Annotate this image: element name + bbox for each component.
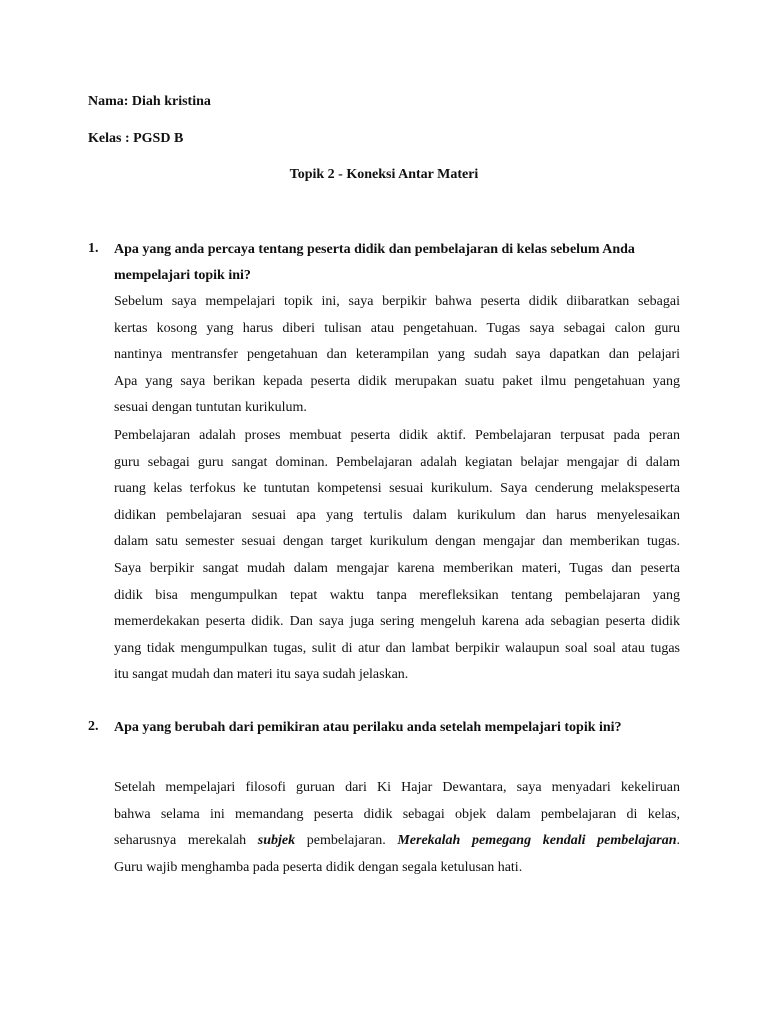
question-1-text bbox=[114, 237, 684, 289]
answer-1-p1-line: Sebelum saya mempelajari topik ini, saya berpikir bahwa peserta didik diibaratkan sebagai bbox=[114, 294, 680, 309]
answer-1-p2-line: Saya berpikir sangat mudah dalam mengajar karena memberikan materi, Tugas dan peserta bbox=[114, 560, 680, 576]
answer-2-line-3-post: . bbox=[676, 833, 680, 849]
answer-1-p1-line: nantinya mentransfer pengetahuan dan keterampilan yang sudah saya dapatkan dan pelajari bbox=[114, 347, 680, 363]
answer-1-p2-line: Pembelajaran adalah proses membuat peserta didik aktif. Pembelajaran terpusat pada peran bbox=[114, 428, 680, 443]
question-2-text bbox=[114, 715, 684, 741]
answer-2-paragraph bbox=[114, 775, 680, 881]
answer-1-p2-line: didikan pembelajaran sesuai apa yang tertulis dalam kurikulum dan harus menyelesaikan bbox=[114, 507, 680, 523]
emphasis-pemegang-kendali: Merekalah pemegang kendali pembelajaran bbox=[397, 833, 677, 849]
document-title: Topik 2 - Koneksi Antar Materi bbox=[289, 167, 479, 182]
answer-2-line-1: Setelah mempelajari filosofi guruan dari Ki Hajar Dewantara, saya menyadari kekeliruan bbox=[114, 780, 680, 795]
answer-1-p2-line: guru sebagai guru sangat dominan. Pembelajaran adalah kegiatan belajar mengajar di dalam bbox=[114, 454, 680, 470]
answer-2-line-3-mid: pembelajaran. bbox=[295, 833, 398, 849]
answer-2-line-2: bahwa selama ini memandang peserta didik sebagai objek dalam pembelajaran di kelas, bbox=[114, 806, 680, 822]
answer-1-p2-line: yang tidak mengumpulkan tugas, sulit di atur dan lambat berpikir walaupun soal soal atau tugas bbox=[114, 640, 680, 656]
answer-1-p1-line: sesuai dengan tuntutan kurikulum. bbox=[114, 400, 307, 416]
answer-1-p2-line: itu sangat mudah dan materi itu saya sudah jelaskan. bbox=[114, 667, 409, 683]
question-1-line-1: Apa yang anda percaya tentang peserta didik dan pembelajaran di kelas sebelum Anda bbox=[114, 242, 635, 257]
answer-1-p2-line: didik bisa mengumpulkan tepat waktu tanpa merefleksikan tentang pembelajaran yang bbox=[114, 587, 680, 603]
question-1-line-2: mempelajari topik ini? bbox=[114, 268, 251, 283]
question-2-number: 2. bbox=[88, 719, 99, 734]
answer-2-line-3-pre: seharusnya merekalah bbox=[114, 833, 258, 849]
emphasis-subjek: subjek bbox=[257, 833, 296, 849]
answer-1-p2-line: dalam satu semester sesuai dengan target kurikulum dengan mengajar dan memberikan tugas. bbox=[114, 534, 680, 550]
answer-2-line-3 bbox=[114, 828, 680, 855]
student-class: Kelas : PGSD B bbox=[88, 131, 184, 146]
answer-1-p1-line: kertas kosong yang harus diberi tulisan atau pengetahuan. Tugas saya sebagai calon guru bbox=[114, 320, 680, 336]
answer-1-paragraph-1 bbox=[114, 289, 680, 422]
answer-1-paragraph-2 bbox=[114, 423, 680, 689]
answer-1-p2-line: ruang kelas terfokus ke tuntutan kompetensi sesuai kurikulum. Saya cenderung melakspeserta bbox=[114, 481, 680, 497]
question-1-number: 1. bbox=[88, 241, 99, 256]
student-name: Nama: Diah kristina bbox=[88, 94, 211, 109]
question-2-line: Apa yang berubah dari pemikiran atau perilaku anda setelah mempelajari topik ini? bbox=[114, 720, 622, 735]
answer-2-line-4: Guru wajib menghamba pada peserta didik dengan segala ketulusan hati. bbox=[114, 859, 523, 875]
answer-1-p1-line: Apa yang saya berikan kepada peserta didik merupakan suatu paket ilmu pengetahuan yang bbox=[114, 373, 680, 389]
answer-1-p2-line: memerdekakan peserta didik. Dan saya juga sering mengeluh karena ada sebagian peserta didik bbox=[114, 614, 680, 630]
